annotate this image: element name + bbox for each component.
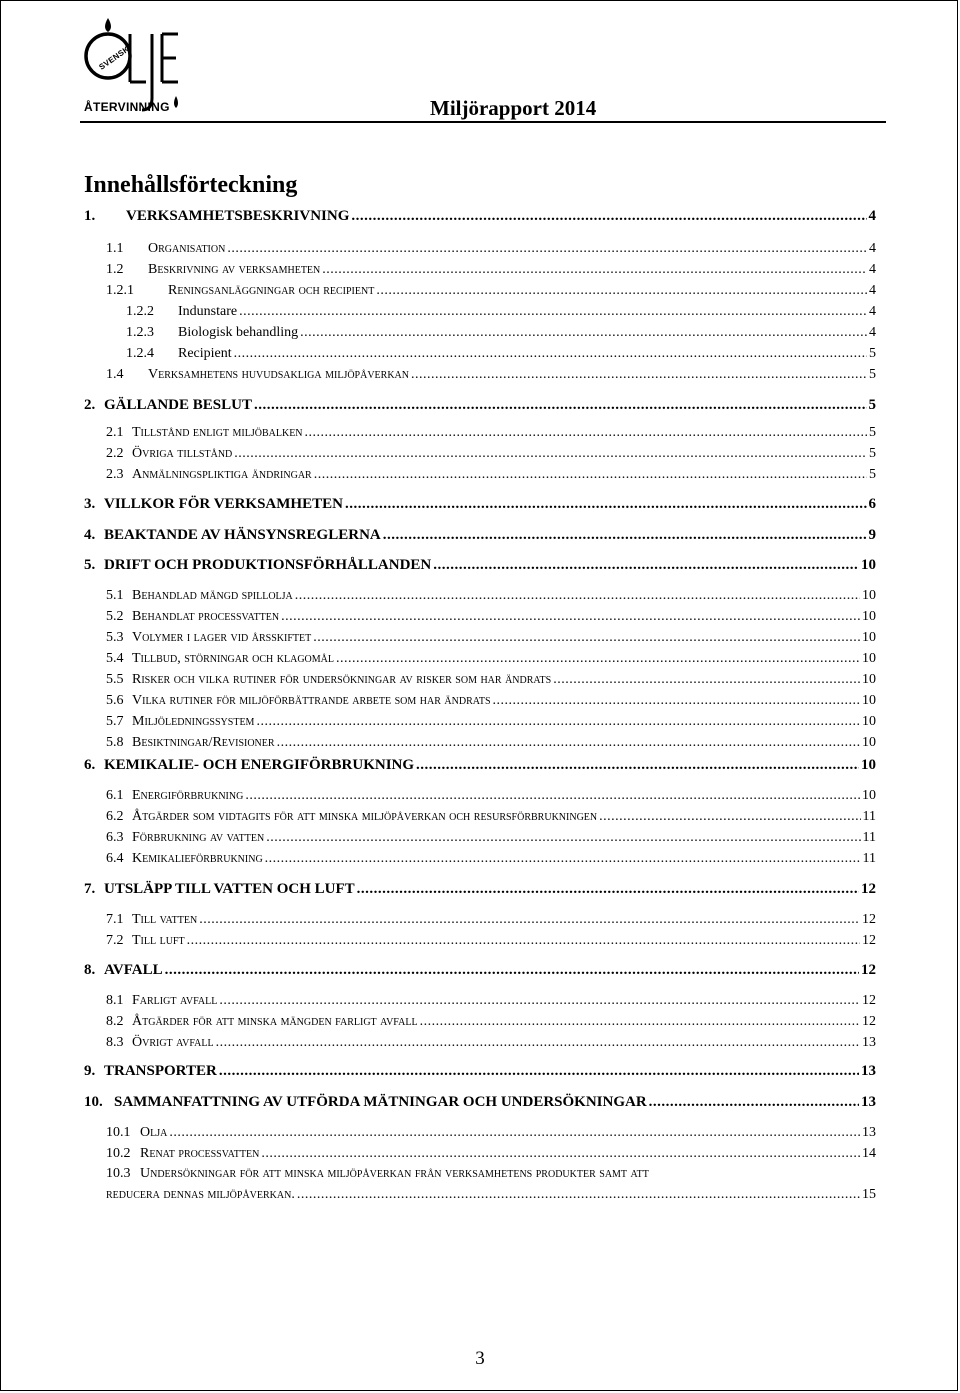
toc-entry-title: Energiförbrukning bbox=[132, 788, 244, 803]
toc-entry-number: 7.2 bbox=[106, 933, 124, 948]
toc-entry[interactable] bbox=[106, 1187, 876, 1207]
toc-leader-dots bbox=[351, 208, 866, 225]
toc-entry[interactable] bbox=[84, 527, 876, 547]
toc-entry-page: 13 bbox=[861, 1063, 876, 1079]
toc-entry-title: Biologisk behandling bbox=[178, 325, 299, 340]
toc-entry-page: 12 bbox=[862, 933, 876, 948]
toc-entry[interactable] bbox=[106, 693, 876, 713]
toc-entry-number: 6.1 bbox=[106, 788, 124, 803]
toc-leader-dots bbox=[265, 851, 861, 867]
toc-entry[interactable] bbox=[106, 425, 876, 445]
toc-leader-dots bbox=[261, 1146, 860, 1162]
toc-leader-dots bbox=[256, 714, 860, 730]
toc-entry-title: Reningsanläggningar och recipient bbox=[168, 283, 375, 298]
toc-entry[interactable] bbox=[126, 304, 876, 324]
toc-entry-title: UTSLÄPP TILL VATTEN OCH LUFT bbox=[104, 881, 355, 897]
toc-entry[interactable] bbox=[106, 1014, 876, 1034]
toc-entry[interactable] bbox=[106, 1146, 876, 1166]
toc-leader-dots bbox=[322, 262, 867, 278]
toc-leader-dots bbox=[234, 346, 867, 362]
toc-entry[interactable] bbox=[106, 735, 876, 755]
toc-entry-page: 9 bbox=[868, 527, 876, 543]
logo-text-top: SVENSK bbox=[97, 44, 131, 72]
toc-entry-title: Kemikalieförbrukning bbox=[132, 851, 263, 866]
toc-entry-page: 15 bbox=[862, 1187, 876, 1202]
toc-entry-number: 6.4 bbox=[106, 851, 124, 866]
toc-entry-page: 12 bbox=[862, 912, 876, 927]
toc-entry-page: 10 bbox=[861, 557, 876, 573]
toc-entry-page: 10 bbox=[862, 588, 876, 603]
toc-entry-title: Miljöledningssystem bbox=[132, 714, 255, 729]
toc-entry-number: 8. bbox=[84, 962, 96, 978]
toc-entry-title: Åtgärder för att minska mängden farligt avfall bbox=[132, 1014, 418, 1029]
toc-entry-title: Till luft bbox=[132, 933, 185, 948]
toc-entry-title: VILLKOR FÖR VERKSAMHETEN bbox=[104, 496, 343, 512]
toc-entry-page: 5 bbox=[868, 397, 876, 413]
toc-entry[interactable] bbox=[106, 672, 876, 692]
toc-entry[interactable] bbox=[106, 830, 876, 850]
logo-text-bottom: ÅTERVINNING bbox=[84, 100, 170, 114]
toc-leader-dots bbox=[295, 588, 860, 604]
toc-entry-number: 1.2 bbox=[106, 262, 124, 277]
toc-entry-title: BEAKTANDE AV HÄNSYNSREGLERNA bbox=[104, 527, 381, 543]
toc-leader-dots bbox=[416, 757, 859, 774]
toc-entry-page: 11 bbox=[862, 830, 876, 845]
toc-entry[interactable] bbox=[106, 912, 876, 932]
toc-entry-page: 10 bbox=[862, 651, 876, 666]
toc-entry-number: 10. bbox=[84, 1094, 103, 1110]
toc-entry-number: 10.1 bbox=[106, 1125, 131, 1140]
toc-entry-page: 5 bbox=[869, 346, 876, 361]
toc-entry-page: 10 bbox=[862, 672, 876, 687]
toc-entry[interactable] bbox=[106, 467, 876, 487]
toc-entry-page: 10 bbox=[862, 693, 876, 708]
toc-entry-page: 10 bbox=[862, 714, 876, 729]
toc-entry-title: Övrigt avfall bbox=[132, 1035, 214, 1050]
toc-entry-page: 4 bbox=[869, 283, 876, 298]
toc-entry-title: Behandlad mängd spillolja bbox=[132, 588, 293, 603]
toc-entry-number: 8.2 bbox=[106, 1014, 124, 1029]
toc-entry-page: 4 bbox=[869, 241, 876, 256]
toc-leader-dots bbox=[599, 809, 860, 825]
toc-entry-number: 7. bbox=[84, 881, 96, 897]
toc-entry-number: 5.1 bbox=[106, 588, 124, 603]
toc-entry-number: 5.8 bbox=[106, 735, 124, 750]
toc-leader-dots bbox=[165, 962, 859, 979]
toc-entry-title: reducera dennas miljöpåverkan. bbox=[106, 1187, 295, 1202]
toc-entry[interactable] bbox=[84, 496, 876, 516]
toc-entry-number: 2. bbox=[84, 397, 96, 413]
toc-leader-dots bbox=[553, 672, 860, 688]
toc-leader-dots bbox=[245, 788, 860, 804]
toc-entry-page: 4 bbox=[869, 325, 876, 340]
toc-entry-title: Farligt avfall bbox=[132, 993, 218, 1008]
company-logo bbox=[80, 14, 190, 118]
toc-entry-page: 12 bbox=[862, 993, 876, 1008]
toc-leader-dots bbox=[199, 912, 860, 928]
toc-entry[interactable] bbox=[106, 446, 876, 466]
header-divider bbox=[80, 121, 886, 123]
toc-entry-title: Indunstare bbox=[178, 304, 238, 319]
toc-entry-number: 7.1 bbox=[106, 912, 124, 927]
toc-entry-title: Olja bbox=[140, 1125, 168, 1140]
toc-leader-dots bbox=[277, 735, 860, 751]
toc-entry[interactable] bbox=[106, 367, 876, 387]
toc-entry-page: 10 bbox=[862, 630, 876, 645]
toc-entry[interactable] bbox=[106, 651, 876, 671]
toc-entry-number: 5.4 bbox=[106, 651, 124, 666]
toc-entry-title: Åtgärder som vidtagits för att minska miljöpåverkan och resursförbrukningen bbox=[132, 809, 598, 824]
toc-entry-page: 12 bbox=[862, 1014, 876, 1029]
toc-entry-page: 12 bbox=[861, 962, 876, 978]
toc-leader-dots bbox=[314, 467, 867, 483]
toc-entry-number: 5.2 bbox=[106, 609, 124, 624]
toc-entry[interactable] bbox=[84, 397, 876, 417]
toc-leader-dots bbox=[433, 557, 859, 574]
toc-entry-page: 5 bbox=[869, 367, 876, 382]
toc-leader-dots bbox=[305, 425, 867, 441]
toc-entry-number: 8.3 bbox=[106, 1035, 124, 1050]
toc-leader-dots bbox=[336, 651, 860, 667]
toc-entry[interactable] bbox=[106, 993, 876, 1013]
toc-entry-title: Verksamhetens huvudsakliga miljöpåverkan bbox=[148, 367, 410, 382]
toc-entry-page: 4 bbox=[868, 208, 876, 224]
toc-entry-number: 1.1 bbox=[106, 241, 124, 256]
toc-entry[interactable] bbox=[106, 1035, 876, 1055]
toc-entry-title: TRANSPORTER bbox=[104, 1063, 217, 1079]
toc-entry-number: 6.3 bbox=[106, 830, 124, 845]
toc-entry-page: 10 bbox=[861, 757, 876, 773]
toc-entry[interactable] bbox=[106, 1125, 876, 1145]
toc-entry-number: 5.5 bbox=[106, 672, 124, 687]
toc-entry-page: 5 bbox=[869, 446, 876, 461]
toc-leader-dots bbox=[376, 283, 867, 299]
toc-entry[interactable] bbox=[106, 262, 876, 282]
toc-entry[interactable] bbox=[106, 241, 876, 261]
toc-entry-number: 4. bbox=[84, 527, 96, 543]
toc-entry[interactable] bbox=[106, 588, 876, 608]
toc-leader-dots bbox=[219, 993, 860, 1009]
toc-leader-dots bbox=[219, 1063, 859, 1080]
toc-entry-number: 1.2.4 bbox=[126, 346, 154, 361]
toc-entry-number: 5.7 bbox=[106, 714, 124, 729]
toc-entry-title: Beskrivning av verksamheten bbox=[148, 262, 321, 277]
toc-entry-number: 5.3 bbox=[106, 630, 124, 645]
toc-entry-page: 6 bbox=[868, 496, 876, 512]
toc-entry-title: Förbrukning av vatten bbox=[132, 830, 265, 845]
toc-entry[interactable] bbox=[106, 283, 876, 303]
toc-leader-dots bbox=[493, 693, 860, 709]
toc-entry-page: 11 bbox=[862, 851, 876, 866]
toc-entry[interactable] bbox=[106, 933, 876, 953]
toc-entry-title: VERKSAMHETSBESKRIVNING bbox=[126, 208, 350, 224]
toc-entry-number: 10.2 bbox=[106, 1146, 131, 1161]
toc-entry[interactable] bbox=[106, 851, 876, 871]
report-title: Miljörapport 2014 bbox=[430, 96, 597, 120]
toc-entry[interactable] bbox=[84, 757, 876, 777]
toc-entry-title: Tillbud, störningar och klagomål bbox=[132, 651, 334, 666]
toc-entry[interactable] bbox=[84, 208, 876, 228]
toc-entry-title: Volymer i lager vid årsskiftet bbox=[132, 630, 312, 645]
toc-entry-page: 5 bbox=[869, 467, 876, 482]
toc-entry-page: 13 bbox=[862, 1035, 876, 1050]
toc-entry[interactable] bbox=[84, 1063, 876, 1083]
toc-entry-number: 2.3 bbox=[106, 467, 124, 482]
toc-entry-page: 4 bbox=[869, 262, 876, 277]
toc-entry-title: GÄLLANDE BESLUT bbox=[104, 397, 252, 413]
toc-entry[interactable] bbox=[106, 609, 876, 629]
toc-entry-number: 1.2.1 bbox=[106, 283, 134, 298]
toc-leader-dots bbox=[345, 496, 867, 513]
toc-entry-number: 5.6 bbox=[106, 693, 124, 708]
toc-entry-number: 10.3 bbox=[106, 1166, 131, 1181]
toc-entry-page: 10 bbox=[862, 609, 876, 624]
toc-entry-title: Organisation bbox=[148, 241, 226, 256]
toc-leader-dots bbox=[313, 630, 860, 646]
toc-entry-page: 13 bbox=[862, 1125, 876, 1140]
toc-leader-dots bbox=[254, 397, 867, 414]
toc-entry-title: Behandlat processvatten bbox=[132, 609, 280, 624]
toc-leader-dots bbox=[239, 304, 867, 320]
page-number: 3 bbox=[475, 1348, 485, 1369]
toc-entry-number: 2.1 bbox=[106, 425, 124, 440]
toc-entry-title: Övriga tillstånd bbox=[132, 446, 233, 461]
toc-leader-dots bbox=[227, 241, 867, 257]
toc-leader-dots bbox=[266, 830, 860, 846]
toc-entry[interactable] bbox=[84, 962, 876, 982]
toc-entry-number: 1.2.3 bbox=[126, 325, 154, 340]
toc-leader-dots bbox=[300, 325, 867, 341]
toc-leader-dots bbox=[234, 446, 867, 462]
toc-leader-dots bbox=[216, 1035, 860, 1051]
toc-entry-title: Risker och vilka rutiner för undersökningar av risker som har ändrats bbox=[132, 672, 552, 687]
toc-entry-number: 8.1 bbox=[106, 993, 124, 1008]
toc-entry[interactable] bbox=[126, 346, 876, 366]
toc-entry-number: 3. bbox=[84, 496, 96, 512]
toc-entry-page: 12 bbox=[861, 881, 876, 897]
toc-entry[interactable] bbox=[106, 809, 876, 829]
toc-entry-title: Recipient bbox=[178, 346, 232, 361]
toc-entry-number: 1. bbox=[84, 208, 96, 224]
toc-leader-dots bbox=[357, 881, 859, 898]
toc-entry-page: 13 bbox=[861, 1094, 876, 1110]
toc-entry[interactable] bbox=[106, 714, 876, 734]
toc-leader-dots bbox=[420, 1014, 860, 1030]
toc-entry-title: Tillstånd enligt miljöbalken bbox=[132, 425, 303, 440]
toc-entry-title: Besiktningar/Revisioner bbox=[132, 735, 275, 750]
toc-entry-title: SAMMANFATTNING AV UTFÖRDA MÄTNINGAR OCH UNDERSÖKNINGAR bbox=[114, 1094, 647, 1110]
toc-entry-number: 1.2.2 bbox=[126, 304, 154, 319]
toc-entry-title: DRIFT OCH PRODUKTIONSFÖRHÅLLANDEN bbox=[104, 557, 432, 573]
toc-entry[interactable] bbox=[84, 557, 876, 577]
toc-entry-page: 10 bbox=[862, 735, 876, 750]
toc-entry-title: Till vatten bbox=[132, 912, 198, 927]
toc-entry[interactable] bbox=[106, 788, 876, 808]
toc-leader-dots bbox=[383, 527, 867, 544]
toc-entry-title: Renat processvatten bbox=[140, 1146, 260, 1161]
toc-entry-page: 14 bbox=[862, 1146, 876, 1161]
toc-entry-title: KEMIKALIE- OCH ENERGIFÖRBRUKNING bbox=[104, 757, 415, 773]
toc-leader-dots bbox=[187, 933, 860, 949]
toc-entry-number: 2.2 bbox=[106, 446, 124, 461]
toc-entry-number: 6.2 bbox=[106, 809, 124, 824]
toc-entry[interactable] bbox=[84, 1094, 876, 1114]
toc-entry-title: Anmälningspliktiga ändringar bbox=[132, 467, 312, 482]
toc-entry-number: 9. bbox=[84, 1063, 96, 1079]
toc-entry[interactable] bbox=[106, 1166, 876, 1186]
toc-leader-dots bbox=[411, 367, 867, 383]
toc-heading: Innehållsförteckning bbox=[84, 172, 298, 198]
toc-entry-page: 11 bbox=[862, 809, 876, 824]
toc-leader-dots bbox=[169, 1125, 860, 1141]
toc-entry[interactable] bbox=[126, 325, 876, 345]
toc-entry[interactable] bbox=[106, 630, 876, 650]
toc-entry-number: 5. bbox=[84, 557, 96, 573]
toc-entry[interactable] bbox=[84, 881, 876, 901]
toc-leader-dots bbox=[297, 1187, 860, 1203]
toc-entry-page: 4 bbox=[869, 304, 876, 319]
toc-leader-dots bbox=[649, 1094, 859, 1111]
toc-entry-number: 6. bbox=[84, 757, 96, 773]
toc-entry-page: 5 bbox=[869, 425, 876, 440]
toc-entry-title: Vilka rutiner för miljöförbättrande arbete som har ändrats bbox=[132, 693, 491, 708]
toc-entry-page: 10 bbox=[862, 788, 876, 803]
toc-entry-number: 1.4 bbox=[106, 367, 124, 382]
toc-entry-title: Undersökningar för att minska miljöpåverkan från verksamhetens produkter samt att bbox=[140, 1166, 649, 1181]
toc-entry-title: AVFALL bbox=[104, 962, 163, 978]
toc-leader-dots bbox=[281, 609, 860, 625]
